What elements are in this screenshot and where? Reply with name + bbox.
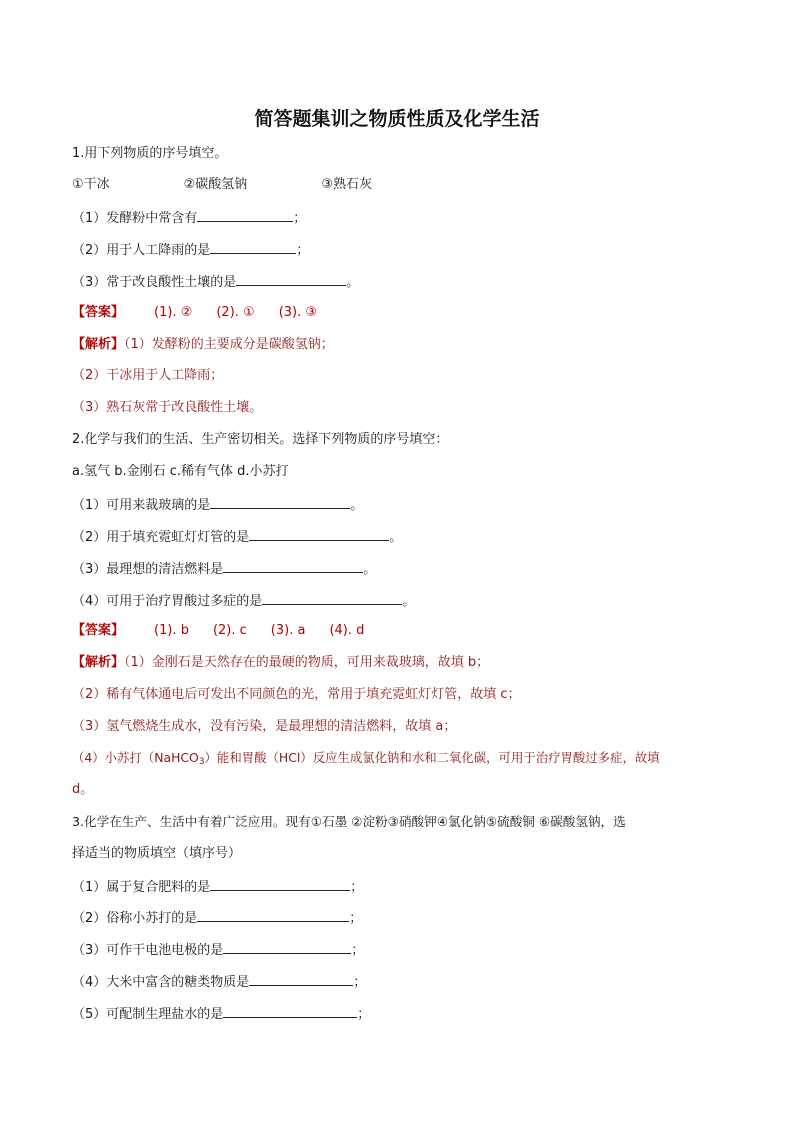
- answer-blank[interactable]: [223, 558, 363, 573]
- question-3-item: [72, 971, 366, 993]
- question-3-stem: 择适当的物质填空（填序号）: [72, 846, 242, 861]
- item-text: （3）常于改良酸性土壤的是: [72, 275, 237, 290]
- answer-value: (1). b: [154, 623, 189, 638]
- answer-blank[interactable]: [197, 907, 349, 922]
- answer-blank[interactable]: [223, 1003, 357, 1018]
- answer-label: 【答案】: [72, 623, 125, 638]
- item-end: 。: [402, 594, 416, 609]
- item-text: （2）俗称小苏打的是: [72, 911, 198, 926]
- analysis-label: 【解析】: [72, 337, 125, 352]
- option: ①干冰: [72, 177, 110, 192]
- question-1-stem: 1.用下列物质的序号填空。: [72, 146, 228, 161]
- question-2-analysis: [72, 653, 489, 673]
- item-end: ；: [296, 243, 310, 258]
- answer-blank[interactable]: [210, 876, 350, 891]
- answer-value: (2). ①: [216, 305, 255, 320]
- item-end: 。: [350, 498, 364, 513]
- question-2-item: [72, 526, 402, 548]
- item-end: 。: [363, 562, 377, 577]
- item-text: （2）用于人工降雨的是: [72, 243, 211, 258]
- analysis-text: （4）小苏打（NaHCO$_3$）能和胃酸（HCl）反应生成氯化钠和水和二氧化碳，可用于治疗胃酸过多症，故填: [72, 750, 660, 767]
- answer-blank[interactable]: [210, 494, 350, 509]
- item-text: （1）发酵粉中常含有: [72, 211, 198, 226]
- answer-blank[interactable]: [210, 239, 296, 254]
- item-text: （3）可作干电池电极的是: [72, 943, 224, 958]
- answer-value: (1). ②: [154, 305, 193, 320]
- question-2-answer: [72, 621, 364, 641]
- analysis-text: （3）氢气燃烧生成水，没有污染，是最理想的清洁燃料，故填 a；: [72, 719, 457, 734]
- question-2-item: [72, 494, 363, 516]
- question-1-item: [72, 271, 359, 293]
- analysis-text: （1）发酵粉的主要成分是碳酸氢钠；: [124, 337, 334, 352]
- question-2-item: [72, 558, 376, 580]
- answer-blank[interactable]: [249, 526, 389, 541]
- question-1-item: [72, 207, 306, 229]
- item-text: （4）大米中富含的糖类物质是: [72, 975, 250, 990]
- answer-blank[interactable]: [223, 939, 351, 954]
- item-end: 。: [346, 275, 360, 290]
- option: ③熟石灰: [321, 177, 372, 192]
- answer-value: (4). d: [329, 623, 365, 638]
- item-text: （3）最理想的清洁燃料是: [72, 562, 224, 577]
- question-2-stem: 2.化学与我们的生活、生产密切相关。选择下列物质的序号填空：: [72, 432, 449, 447]
- item-end: ；: [350, 880, 364, 895]
- question-1-options: [72, 175, 372, 195]
- answer-blank[interactable]: [249, 971, 353, 986]
- answer-label: 【答案】: [72, 305, 125, 320]
- analysis-text: （2）干冰用于人工降雨；: [72, 368, 224, 383]
- question-2-item: [72, 590, 415, 612]
- question-3-item: [72, 1003, 370, 1025]
- item-end: ；: [293, 211, 307, 226]
- item-text: （1）属于复合肥料的是: [72, 880, 211, 895]
- item-end: 。: [389, 530, 403, 545]
- question-1-analysis: [72, 335, 334, 355]
- question-1-item: [72, 239, 309, 261]
- answer-blank[interactable]: [262, 590, 402, 605]
- analysis-text: （1）金刚石是天然存在的最硬的物质，可用来裁玻璃，故填 b；: [124, 655, 490, 670]
- question-1-answer: [72, 303, 317, 323]
- analysis-text: （3）熟石灰常于改良酸性土壤。: [72, 400, 263, 415]
- item-end: ；: [357, 1007, 371, 1022]
- question-3-stem: 3.化学在生产、生活中有着广泛应用。现有①石墨 ②淀粉③硝酸钾④氯化钠⑤硫酸铜 ⑥碳酸氢钠，选: [72, 814, 626, 829]
- analysis-text: （2）稀有气体通电后可发出不同颜色的光，常用于填充霓虹灯灯管，故填 c；: [72, 687, 521, 702]
- option: ②碳酸氢钠: [183, 177, 248, 192]
- analysis-text: d。: [72, 782, 94, 797]
- item-text: （1）可用来裁玻璃的是: [72, 498, 211, 513]
- item-text: （5）可配制生理盐水的是: [72, 1007, 224, 1022]
- item-text: （4）可用于治疗胃酸过多症的是: [72, 594, 263, 609]
- question-3-item: [72, 876, 363, 898]
- item-end: ；: [349, 911, 363, 926]
- item-text: （2）用于填充霓虹灯灯管的是: [72, 530, 250, 545]
- answer-blank[interactable]: [236, 271, 346, 286]
- answer-blank[interactable]: [197, 207, 293, 222]
- item-end: ；: [353, 975, 367, 990]
- question-3-item: [72, 907, 362, 929]
- analysis-label: 【解析】: [72, 655, 125, 670]
- page-title: 简答题集训之物质性质及化学生活: [254, 108, 540, 130]
- answer-value: (2). c: [212, 623, 247, 638]
- question-2-options: a.氢气 b.金刚石 c.稀有气体 d.小苏打: [72, 464, 289, 479]
- answer-value: (3). ③: [278, 305, 318, 320]
- answer-value: (3). a: [270, 623, 306, 638]
- question-3-item: [72, 939, 364, 961]
- item-end: ；: [351, 943, 365, 958]
